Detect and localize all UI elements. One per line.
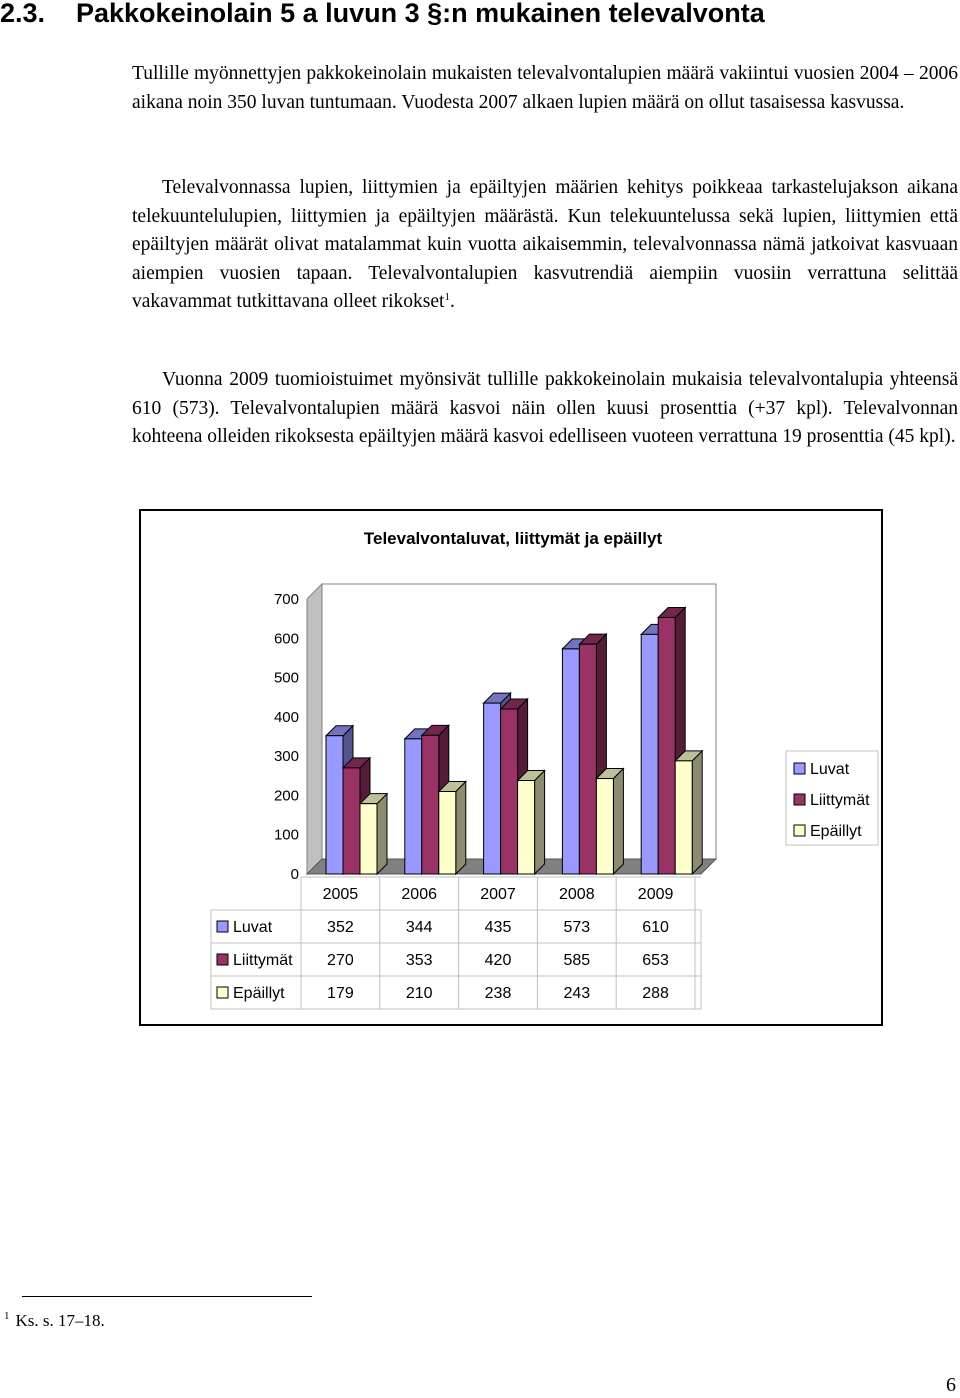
bar-chart xyxy=(141,511,881,1024)
data-table-value: 210 xyxy=(405,985,433,1002)
x-tick-label: 2009 xyxy=(637,886,674,903)
bar xyxy=(405,739,422,874)
y-tick-label: 300 xyxy=(273,748,299,766)
paragraph-1: Tullille myönnettyjen pakkokeinolain mukaisten televalvontalupien määrä vakiintui vuosien 2004 – 2006 aikana noin 350 luvan tuntumaan. Vuodesta 2007 alkaen lupien määrä on ollut tasaisessa kasvussa. xyxy=(132,63,958,113)
bar xyxy=(596,779,613,874)
data-table-row-label: Epäillyt xyxy=(233,985,285,1002)
y-tick-label: 700 xyxy=(273,591,299,608)
data-table-value: 435 xyxy=(484,919,512,936)
data-table-legend-key xyxy=(217,921,228,932)
bar xyxy=(343,768,360,874)
legend-swatch xyxy=(794,763,805,774)
chart-side-wall xyxy=(307,584,322,874)
paragraph-3 xyxy=(132,366,958,452)
bar-side xyxy=(456,782,466,875)
footnote xyxy=(4,1310,105,1331)
bar xyxy=(518,781,535,875)
bar xyxy=(422,735,439,874)
data-table-value: 653 xyxy=(642,952,669,969)
footnote-separator xyxy=(22,1296,312,1297)
legend-label: Luvat xyxy=(810,761,850,778)
bar xyxy=(675,761,692,874)
data-table-value: 344 xyxy=(405,919,433,936)
x-tick-label: 2006 xyxy=(401,886,437,903)
data-table-value: 352 xyxy=(327,919,354,936)
bar xyxy=(562,649,579,874)
bar xyxy=(579,644,596,874)
section-title: Pakkokeinolain 5 a luvun 3 §:n mukainen televalvonta xyxy=(76,0,765,28)
legend-label: Epäillyt xyxy=(810,823,862,840)
data-table-value: 353 xyxy=(405,952,433,969)
legend-swatch xyxy=(794,825,805,836)
data-table-value: 270 xyxy=(327,952,354,969)
section-heading xyxy=(0,0,765,29)
data-table-value: 610 xyxy=(642,919,669,936)
y-tick-label: 600 xyxy=(273,630,299,648)
chart-frame xyxy=(139,509,883,1026)
bar xyxy=(484,703,501,874)
x-tick-label: 2007 xyxy=(480,886,516,903)
data-table-value: 243 xyxy=(563,985,591,1002)
data-table-value: 238 xyxy=(484,985,512,1002)
paragraph-2-end: . xyxy=(449,291,455,312)
y-tick-label: 100 xyxy=(273,826,299,844)
y-tick-label: 0 xyxy=(290,866,299,883)
bar-side xyxy=(692,751,702,874)
data-table-value: 573 xyxy=(563,919,591,936)
data-table-legend-key xyxy=(217,954,228,965)
footnote-text: Ks. s. 17–18. xyxy=(15,1311,105,1330)
data-table-value: 288 xyxy=(642,985,669,1002)
footnote-mark: 1 xyxy=(4,1310,10,1322)
chart-title: Televalvontaluvat, liittymät ja epäillyt xyxy=(363,529,663,548)
page-number: 6 xyxy=(946,1374,956,1396)
bar xyxy=(658,617,675,874)
paragraph-2-text: Televalvonnassa lupien, liittymien ja epäiltyjen määrien kehitys poikkeaa tarkastelujakson aikana telekuuntelulupien, liittymien ja epäiltyjen määrästä. Kun telekuuntelussa sekä lupien, liittymien että epäiltyjen määrät olivat matalammat kuin vuotta aikaisemmin, televalvonnassa nämä jatkoivat kasvuaan aiempien vuosien tapaan. Televalvontalupien kasvutrendiä aiempiin vuosiin verrattuna selittää vakavammat tutkittavana olleet rikokset xyxy=(132,177,958,312)
bar xyxy=(501,709,518,874)
legend-label: Liittymät xyxy=(810,792,870,809)
x-tick-label: 2005 xyxy=(322,886,359,903)
data-table-row-label: Liittymät xyxy=(233,952,293,969)
data-table-value: 179 xyxy=(327,985,354,1002)
bar xyxy=(326,736,343,874)
y-tick-label: 500 xyxy=(273,669,299,687)
bar-side xyxy=(535,771,545,875)
data-table-legend-key xyxy=(217,987,228,998)
bar xyxy=(360,804,377,874)
bar-side xyxy=(613,769,623,874)
paragraph-3-text: Vuonna 2009 tuomioistuimet myönsivät tullille pakkokeinolain mukaisia televalvontalupia yhteensä 610 (573). Televalvontalupien määrä kasvoi näin ollen kuusi prosenttia (+37 kpl). Televalvonnan kohteena olleiden rikoksesta epäiltyjen määrä kasvoi edelliseen vuoteen verrattuna 19 prosenttia (45 kpl). xyxy=(132,369,958,447)
footnote-reference[interactable]: 1 xyxy=(444,291,450,303)
x-tick-label: 2008 xyxy=(559,886,595,903)
data-table-value: 420 xyxy=(484,952,512,969)
bar xyxy=(439,792,456,875)
bar-side xyxy=(377,794,387,874)
legend-swatch xyxy=(794,794,805,805)
section-number: 2.3. xyxy=(0,0,46,28)
bar xyxy=(641,634,658,874)
paragraph-2 xyxy=(132,174,958,317)
y-tick-label: 200 xyxy=(273,787,299,805)
y-tick-label: 400 xyxy=(273,708,299,726)
data-table-row-label: Luvat xyxy=(233,919,273,936)
data-table-value: 585 xyxy=(563,952,591,969)
